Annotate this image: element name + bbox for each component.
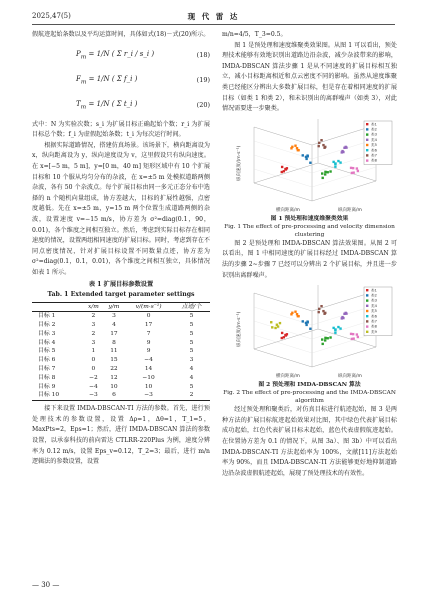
table-cell: 0 (91, 357, 96, 364)
page-number: — 30 — (32, 581, 60, 589)
table-cell: 目标 3 (38, 330, 56, 337)
table-cell: 0 (91, 366, 96, 373)
eq19-number: (19) (196, 75, 210, 84)
table-cell: 3 (91, 339, 96, 346)
intro-text: 假航迹起始条数以及平均运算时间，具体如式(18)－式(20)所示。 (32, 31, 210, 38)
legend-marker (366, 149, 368, 151)
scatter-point (324, 170, 326, 172)
legend-entry: 类3 (371, 298, 377, 303)
journal-title: 现 代 雷 达 (187, 12, 240, 21)
table-header-cell: 点迹/个 (181, 303, 202, 310)
legend-entry: 类9 (371, 330, 377, 335)
table-cell: 5 (189, 383, 194, 390)
table-cell: 2 (91, 313, 96, 320)
scatter-point (357, 169, 359, 171)
legend-marker (366, 315, 368, 317)
table-header-cell: y/m (108, 303, 120, 310)
legend-marker (366, 159, 368, 161)
scatter-point (345, 145, 347, 147)
legend-marker (366, 138, 368, 140)
scatter-point (327, 171, 329, 173)
table-cell: 2 (189, 392, 194, 399)
legend-entry: 类2 (371, 127, 377, 132)
table-row (32, 330, 210, 339)
z-axis-label: 纵向速度/(m·s⁻¹) (237, 145, 242, 181)
scatter-point (342, 317, 344, 319)
legend-entry: 类6 (371, 314, 377, 319)
scatter-point (290, 313, 292, 315)
scatter-point (332, 160, 334, 162)
scatter-point (305, 157, 307, 159)
x-axis-label: 横向距离/m (276, 207, 300, 213)
scatter-point (281, 166, 283, 168)
scatter-point (329, 170, 331, 172)
legend-marker (366, 300, 368, 302)
scatter-point (318, 308, 320, 310)
table-cell: 目标 7 (38, 366, 56, 373)
scatter-point (322, 176, 324, 178)
table-cell: 目标 1 (38, 313, 56, 320)
scatter-point (281, 332, 283, 334)
legend-entry: 类8 (371, 158, 377, 163)
scatter-point (332, 327, 334, 329)
scatter-point (320, 139, 322, 141)
table-row (32, 374, 210, 383)
z-axis-label: 纵向速度/(m·s⁻¹) (237, 311, 242, 348)
scatter-point (294, 311, 296, 313)
table-cell: 11 (110, 348, 118, 355)
figure-1-plot (226, 119, 394, 215)
scatter-point (351, 171, 353, 173)
legend-marker (366, 154, 368, 156)
eq20-body: $T_m = 1/N$ ( Σ t_i ) (76, 99, 138, 110)
scatter-point (322, 144, 324, 146)
table-cell: 8 (112, 339, 116, 346)
legend-marker (366, 320, 368, 322)
table-cell: 12 (110, 374, 118, 381)
legend-entry: 类4 (371, 137, 377, 142)
scatter-point (270, 321, 272, 323)
equation-description: 式中：N 为实验次数；s_i 为扩展目标正确起始个数；r_i 为扩展目标总个数；f_i 为虚假起始条数；t_i 为每次运行时间。 (32, 120, 210, 139)
table-header-cell (32, 302, 83, 312)
scatter-point (334, 332, 336, 334)
legend-entry: 类7 (371, 153, 377, 158)
scatter-point (337, 326, 339, 328)
scatter-point (283, 170, 285, 172)
eq18-number: (18) (196, 50, 210, 59)
table-cell: 17 (144, 322, 153, 329)
parameter-table (32, 302, 210, 402)
scatter-point (324, 337, 326, 339)
table-cell: 4 (112, 322, 116, 329)
legend-marker (366, 128, 368, 130)
scatter-point (318, 311, 320, 313)
scatter-point (327, 337, 329, 339)
legend-entry: 类8 (371, 324, 377, 329)
scatter-point (342, 151, 344, 153)
table-cell: −3 (89, 392, 98, 399)
fig1-caption-en: Fig. 1 The effect of pre-processing and velocity dimension (224, 223, 395, 230)
legend-entry: 类2 (371, 293, 377, 298)
legend-entry: 类3 (371, 132, 377, 137)
eq18-body: $P_m = 1/N$ ( Σ r_i / s_i ) (76, 49, 155, 60)
table-cell: 10 (110, 383, 118, 390)
scatter-point (321, 338, 323, 340)
scatter-point (309, 328, 311, 330)
table-cell: 3 (189, 357, 194, 364)
legend-marker (366, 123, 368, 125)
scatter-point (351, 338, 353, 340)
table-cell: 0 (146, 313, 151, 320)
scatter-point (350, 333, 352, 335)
table-caption-cn: 表 1 扩展目标参数设置 (88, 280, 154, 288)
scatter-point (297, 315, 299, 317)
table-cell: 10 (144, 383, 153, 390)
fig1-discussion: 图 1 是预处理和速度维聚类效果图。从图 1 可以看出，预处理技术能够有效地识别出道路边沿杂波，减少杂波带来的影响，IMDA-DBSCAN 算法步骤 1 是从不同速度的扩展目标相互独立，减小目标距离相近和点云密度不同的影响。虽然从速度维聚类已经能区分辨出大多数扩展目标，但是存在着相同速度的扩展目标（如类 1 和类 2），和未识别出的离群噪声（如类 3），对此情况需要进一步聚类。 (222, 41, 397, 113)
scatter-point (294, 144, 296, 146)
figure-2 (226, 285, 394, 381)
table-cell: −10 (142, 374, 155, 381)
y-axis-label: 纵向距离/m (338, 374, 362, 380)
legend-entry: 类7 (371, 319, 377, 324)
fig1-caption-cn: 图 1 预处理和速度维聚类效果 (270, 215, 349, 222)
scatter-point (322, 343, 324, 345)
fig2-caption-cn: 图 2 预处理和 IMDA-DBSCAN 算法 (258, 382, 361, 389)
table-cell: 2 (91, 330, 96, 337)
scatter-point (329, 336, 331, 338)
scatter-point (283, 336, 285, 338)
table-header-cell: v/(m·s⁻¹) (135, 303, 162, 310)
scatter-point (324, 339, 326, 341)
left-column (32, 30, 210, 468)
table-cell: 目标 5 (38, 348, 56, 355)
scatter-point (321, 172, 323, 174)
scatter-point (324, 173, 326, 175)
equation-18 (32, 45, 210, 66)
legend-entry: 类1 (371, 288, 377, 293)
scatter-point (286, 167, 288, 169)
parameter-paragraph: 接下来设置 IMDA-DBSCAN-TI 方法的参数。首先，进行预处理技术的参数设置，设置 Δρ=1，Δθ=1，T_1=5，MaxPts=2，Eps=1；然后，进行 IMDA-DBSCAN 算法的参数设置，以承泰科技的前向雷达 CTLRR-220Plus 为例，速度分辨率为 0.12 m/s，设置 Eps_v=0.12，T_2=3；最后，进行 m/n 逻辑法的参数设置，设置 (32, 405, 210, 466)
scatter-point (352, 167, 354, 169)
table-header-row (32, 302, 210, 312)
eq20-number: (20) (196, 100, 210, 109)
legend-entry: 类4 (371, 304, 377, 309)
scatter-point (307, 155, 309, 157)
issue-label: 2025,47(5) (32, 12, 71, 20)
scatter-point (345, 312, 347, 314)
scatter-point (274, 327, 276, 329)
legend (364, 121, 392, 165)
scatter-point (356, 167, 358, 169)
legend (364, 287, 392, 336)
table-cell: 5 (189, 313, 194, 320)
table-row (32, 391, 210, 400)
table-cell: 目标 2 (38, 322, 56, 329)
scatter-point (334, 165, 336, 167)
figure-1 (226, 119, 394, 215)
table-row (32, 339, 210, 348)
table-cell: 3 (112, 313, 116, 320)
table-cell: 5 (189, 322, 194, 329)
legend-entry: 类5 (371, 309, 377, 314)
table-cell: −3 (144, 392, 153, 399)
legend-marker (366, 144, 368, 146)
scatter-point (271, 326, 273, 328)
table-cell: 目标 4 (38, 339, 56, 346)
table-row (32, 356, 210, 365)
equation-19 (32, 70, 210, 91)
table-caption-en: Tab. 1 Extended target parameter settings (47, 291, 195, 298)
table-cell: 15 (110, 357, 118, 364)
scatter-point (356, 333, 358, 335)
table-cell: −4 (144, 357, 153, 364)
eq19-body: $F_m = 1/N$ ( Σ f_i ) (76, 74, 138, 85)
fig2-discussion: 图 2 是预处理和 IMDA-DBSCAN 算法效果图。从图 2 可以看出，图 1 中相同速度的扩展目标经过 IMDA-DBSCAN 算法的步骤 2~步骤 7 已经可以分辨出 2 个扩展目标，并且进一步识别出离群噪声。 (222, 239, 397, 279)
legend-marker (366, 133, 368, 135)
running-header (32, 10, 395, 25)
scatter-point (281, 337, 283, 339)
table-cell: 5 (189, 330, 194, 337)
scatter-point (339, 161, 341, 163)
scatter-point (305, 324, 307, 326)
scatter-point (318, 141, 320, 143)
scatter-point (290, 147, 292, 149)
table-row (32, 365, 210, 374)
scatter-point (286, 333, 288, 335)
fig2-caption-en-2: algorithm (295, 398, 324, 405)
legend-entry: 类1 (371, 122, 377, 127)
table-cell: 目标 6 (38, 357, 56, 364)
table-row (32, 312, 210, 321)
scatter-point (337, 160, 339, 162)
scatter-point (279, 322, 281, 324)
scatter-point (281, 171, 283, 173)
table-cell: 17 (110, 330, 118, 337)
table-cell: 14 (144, 366, 153, 373)
scatter-point (307, 321, 309, 323)
scatter-point (320, 305, 322, 307)
x-axis-label: 横向距离/m (276, 374, 300, 380)
figure-2-plot (226, 285, 394, 381)
table-cell: 9 (146, 339, 151, 346)
legend-marker (366, 326, 368, 328)
table-cell: 目标 10 (38, 392, 60, 399)
legend-entry: 类5 (371, 142, 377, 147)
right-column (222, 30, 397, 479)
legend-entry: 类6 (371, 148, 377, 153)
scenario-paragraph: 根据实际道路情况，搭建仿真场景。该场景下，横向距离设为 x，纵向距离设为 y，纵向速度设为 v，这里假设只有纵向速度。在 x=[−5 m，5 m]，y=[0 m，40 m] 矩形区域中有 10 个扩展目标和 10 个服从均匀分布的杂波，在 x=±5 m 处模拟道路两侧杂波，各有 50 个杂波点。每个扩展目标由同一多元正态分布中选择的 n 个随机向量组成，协方差越大，目标的扩展性越强，点密度越低。先在 x=±5 m，y=15 m 两个位置生成道路两侧的杂波，设置速度 v=−15 m/s，协方差为 σ²=diag(0.1，90，0.01)，各个维度之间相互独立。然后，考虑到实际目标存在相同速度的情况，设置两组相同速度的扩展目标。同时，考虑到存在不同点密度情况，针对扩展目标设置不同数量点迹，协方差为 σ²=diag(0.1，0.1，0.01)，各个维度之间相互独立，具体情况如表 1 所示。 (32, 141, 210, 276)
table-row (32, 321, 210, 330)
table-cell: 目标 8 (38, 374, 56, 381)
scatter-point (352, 333, 354, 335)
scatter-point (302, 154, 304, 156)
scatter-point (339, 328, 341, 330)
table-cell: 5 (189, 348, 194, 355)
fig1-caption-en-2: clustering (294, 231, 325, 238)
table-cell: 1 (91, 348, 96, 355)
legend-marker (366, 294, 368, 296)
table-cell: 7 (146, 330, 151, 337)
scatter-point (302, 320, 304, 322)
axes-box (254, 119, 376, 201)
table-header-cell: x/m (87, 303, 99, 310)
scatter-point (322, 310, 324, 312)
fig3-discussion: 经过预处理和聚类后，对仿真目标进行航迹起始，图 3 是两种方法的扩展目标航迹起始效果对比图，其中绿色代表扩展目标成功起始，红色代表扩展目标未起始，蓝色代表虚假航迹起始。在位置协方差为 0.1 的情况下，从图 3a）、图 3b）中可以看出 IMDA-DBSCAN-TI 方法起始率为 100%，文献[11]方法起始率为 90%，而且 IMDA-DBSCAN-TI 方法能够更好地抑制道路边沿杂波虚假航迹起始，展现了预处理技术的有效性。 (222, 406, 397, 477)
legend-marker (366, 331, 368, 333)
table-cell: 4 (189, 374, 194, 381)
legend-marker (366, 289, 368, 291)
continued-text: m/n=4/5，T_3=0.5。 (222, 31, 287, 38)
table-cell: 9 (146, 348, 151, 355)
table-cell: 4 (189, 366, 194, 373)
table-row (32, 383, 210, 392)
scatter-point (357, 336, 359, 338)
table-cell: −4 (89, 383, 98, 390)
table-row (32, 347, 210, 356)
scatter-point (318, 145, 320, 147)
axes-box (254, 285, 376, 367)
table-cell: 6 (112, 392, 116, 399)
scatter-point (350, 166, 352, 168)
scatter-point (277, 326, 279, 328)
scatter-point (309, 161, 311, 163)
fig2-caption-en: Fig. 2 The effect of pre-processing and the IMDA-DBSCAN (223, 390, 396, 397)
table-cell: 5 (189, 339, 194, 346)
table-cell: 22 (110, 366, 118, 373)
table-cell: 3 (91, 322, 96, 329)
legend-marker (366, 310, 368, 312)
table-cell: −2 (89, 374, 98, 381)
table-cell: 目标 9 (38, 383, 56, 390)
equation-20 (32, 95, 210, 116)
legend-marker (366, 305, 368, 307)
scatter-point (297, 149, 299, 151)
y-axis-label: 纵向距离/m (338, 207, 362, 213)
